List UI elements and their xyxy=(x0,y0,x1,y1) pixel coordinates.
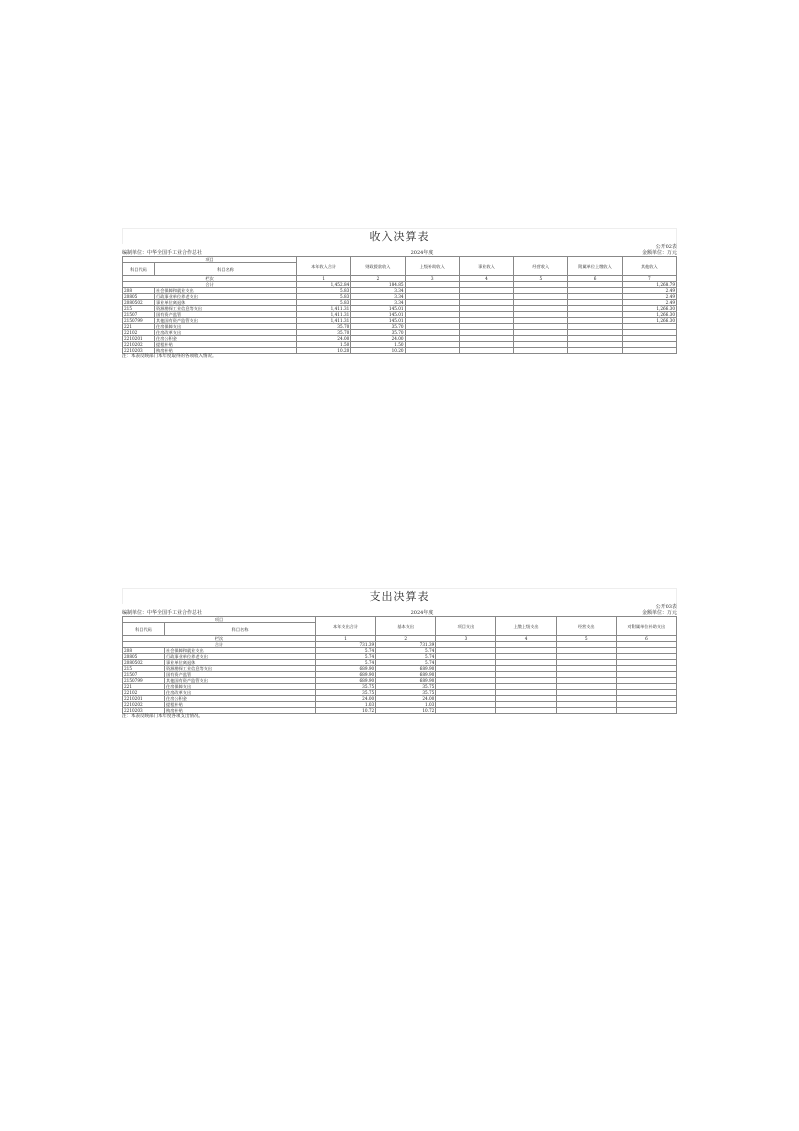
subject-code: 221 xyxy=(123,684,165,690)
value-cell: 3.34 xyxy=(351,300,405,306)
value-cell: 35.70 xyxy=(351,324,405,330)
income-lanci: 栏次 xyxy=(123,276,297,282)
expense-lanci: 栏次 xyxy=(123,636,316,642)
value-cell xyxy=(496,708,556,714)
value-cell: 5.74 xyxy=(376,648,436,654)
expense-col-header: 上缴上级支出 xyxy=(496,617,556,636)
expense-code-header: 科目代码 xyxy=(123,623,165,636)
value-cell: 145.01 xyxy=(351,306,405,312)
subject-name: 住房公积金 xyxy=(165,696,316,702)
income-col-num: 2 xyxy=(351,276,405,282)
value-cell: 10.72 xyxy=(316,708,376,714)
value-cell: 10.72 xyxy=(376,708,436,714)
expense-form-no: 公开03表 xyxy=(655,604,677,610)
value-cell: 24.00 xyxy=(316,696,376,702)
income-year: 2024年度 xyxy=(410,250,434,256)
expense-col-header: 项目支出 xyxy=(436,617,496,636)
subject-code: 22102 xyxy=(123,690,165,696)
subject-name: 社会保障和就业支出 xyxy=(165,648,316,654)
subject-code: 21507 xyxy=(123,312,155,318)
subject-code: 2210201 xyxy=(123,696,165,702)
subject-code: 2210203 xyxy=(123,348,155,354)
value-cell: 5.74 xyxy=(376,654,436,660)
income-unit-label: 编制单位：中华全国手工业合作总社 xyxy=(122,250,203,256)
expense-project-header: 项目 xyxy=(123,617,316,623)
subject-name: 提租补贴 xyxy=(165,702,316,708)
value-cell xyxy=(514,348,568,354)
expense-meta-row xyxy=(122,610,677,616)
value-cell: 5.74 xyxy=(316,648,376,654)
income-name-header: 科目名称 xyxy=(155,263,297,276)
subject-code: 215 xyxy=(123,306,155,312)
value-cell xyxy=(616,708,676,714)
expense-col-num: 4 xyxy=(496,636,556,642)
expense-unit-label: 编制单位：中华全国手工业合作总社 xyxy=(122,610,203,616)
value-cell: 1,266.30 xyxy=(622,318,676,324)
value-cell: 2.49 xyxy=(622,294,676,300)
expense-total-label: 合计 xyxy=(123,642,316,648)
expense-col-num: 2 xyxy=(376,636,436,642)
subject-code: 2080502 xyxy=(123,300,155,306)
income-total-label: 合计 xyxy=(123,282,297,288)
expense-col-header: 本年支出合计 xyxy=(316,617,376,636)
expense-year: 2024年度 xyxy=(410,610,434,616)
expense-total-cell: 731.39 xyxy=(376,642,436,648)
value-cell xyxy=(556,708,616,714)
value-cell: 1,411.31 xyxy=(297,306,351,312)
subject-code: 2150799 xyxy=(123,678,165,684)
value-cell: 24.00 xyxy=(351,336,405,342)
value-cell: 24.00 xyxy=(376,696,436,702)
expense-statement xyxy=(122,588,677,720)
subject-code: 2210202 xyxy=(123,342,155,348)
subject-code: 2080502 xyxy=(123,660,165,666)
subject-name: 资源勘探工业信息等支出 xyxy=(155,306,297,312)
value-cell: 689.90 xyxy=(316,666,376,672)
income-col-header: 本年收入合计 xyxy=(297,257,351,276)
income-col-header: 经营收入 xyxy=(514,257,568,276)
subject-code: 20805 xyxy=(123,294,155,300)
subject-name: 行政事业单位养老支出 xyxy=(155,294,297,300)
subject-name: 住房公积金 xyxy=(155,336,297,342)
income-note: 注：本表反映部门本年度取得的各项收入情况。 xyxy=(122,354,217,359)
expense-table xyxy=(122,616,677,714)
subject-code: 20805 xyxy=(123,654,165,660)
value-cell xyxy=(436,708,496,714)
value-cell: 689.90 xyxy=(376,678,436,684)
subject-name: 资源勘探工业信息等支出 xyxy=(165,666,316,672)
value-cell: 3.34 xyxy=(351,294,405,300)
income-col-header: 上级补助收入 xyxy=(405,257,459,276)
value-cell: 5.83 xyxy=(297,288,351,294)
value-cell: 2.49 xyxy=(622,300,676,306)
subject-code: 208 xyxy=(123,288,155,294)
income-col-header: 事业收入 xyxy=(459,257,513,276)
value-cell: 35.75 xyxy=(316,684,376,690)
expense-col-num: 3 xyxy=(436,636,496,642)
value-cell: 1.03 xyxy=(316,702,376,708)
expense-col-header: 经营支出 xyxy=(556,617,616,636)
value-cell: 5.74 xyxy=(316,654,376,660)
income-col-num: 7 xyxy=(622,276,676,282)
subject-name: 住房改革支出 xyxy=(165,690,316,696)
subject-name: 国有资产监管 xyxy=(155,312,297,318)
value-cell: 1.03 xyxy=(376,702,436,708)
value-cell: 35.75 xyxy=(376,690,436,696)
value-cell: 35.70 xyxy=(297,324,351,330)
subject-name: 购房补贴 xyxy=(165,708,316,714)
income-col-num: 6 xyxy=(568,276,622,282)
value-cell: 2.49 xyxy=(622,288,676,294)
income-col-header: 其他收入 xyxy=(622,257,676,276)
subject-code: 208 xyxy=(123,648,165,654)
subject-name: 事业单位离退休 xyxy=(155,300,297,306)
value-cell: 689.90 xyxy=(316,672,376,678)
subject-code: 2150799 xyxy=(123,318,155,324)
value-cell: 145.01 xyxy=(351,312,405,318)
table-row xyxy=(123,348,677,354)
value-cell: 689.90 xyxy=(316,678,376,684)
income-col-header: 附属单位上缴收入 xyxy=(568,257,622,276)
expense-amount-unit: 金额单位：万元 xyxy=(641,610,677,616)
subject-name: 住房改革支出 xyxy=(155,330,297,336)
income-statement xyxy=(122,228,677,360)
value-cell: 10.20 xyxy=(297,348,351,354)
value-cell: 3.34 xyxy=(351,288,405,294)
value-cell: 5.83 xyxy=(297,294,351,300)
expense-table-body xyxy=(123,617,677,714)
expense-col-num: 1 xyxy=(316,636,376,642)
value-cell xyxy=(459,348,513,354)
value-cell: 35.75 xyxy=(316,690,376,696)
subject-name: 住房保障支出 xyxy=(165,684,316,690)
value-cell: 1,266.30 xyxy=(622,312,676,318)
value-cell: 35.70 xyxy=(351,330,405,336)
subject-name: 行政事业单位养老支出 xyxy=(165,654,316,660)
value-cell: 1.50 xyxy=(297,342,351,348)
income-table xyxy=(122,256,677,354)
income-title: 收入决算表 xyxy=(122,228,677,244)
income-form-no: 公开02表 xyxy=(655,244,677,250)
subject-name: 其他国有资产监管支出 xyxy=(155,318,297,324)
value-cell: 35.75 xyxy=(376,684,436,690)
value-cell: 10.20 xyxy=(351,348,405,354)
subject-code: 21507 xyxy=(123,672,165,678)
value-cell: 24.00 xyxy=(297,336,351,342)
value-cell: 1,411.31 xyxy=(297,312,351,318)
income-col-num: 1 xyxy=(297,276,351,282)
value-cell xyxy=(405,348,459,354)
income-total-cell: 1,452.84 xyxy=(297,282,351,288)
subject-name: 国有资产监管 xyxy=(165,672,316,678)
value-cell: 1.50 xyxy=(351,342,405,348)
expense-col-header: 基本支出 xyxy=(376,617,436,636)
income-col-num: 3 xyxy=(405,276,459,282)
expense-name-header: 科目名称 xyxy=(165,623,316,636)
subject-name: 社会保障和就业支出 xyxy=(155,288,297,294)
value-cell: 5.74 xyxy=(316,660,376,666)
expense-col-num: 5 xyxy=(556,636,616,642)
subject-name: 购房补贴 xyxy=(155,348,297,354)
expense-title: 支出决算表 xyxy=(122,588,677,604)
subject-code: 2210201 xyxy=(123,336,155,342)
income-project-header: 项目 xyxy=(123,257,297,263)
value-cell: 35.70 xyxy=(297,330,351,336)
subject-code: 22102 xyxy=(123,330,155,336)
value-cell: 689.90 xyxy=(376,672,436,678)
income-total-cell: 184.85 xyxy=(351,282,405,288)
income-amount-unit: 金额单位：万元 xyxy=(641,250,677,256)
subject-name: 提租补贴 xyxy=(155,342,297,348)
value-cell: 689.90 xyxy=(376,666,436,672)
expense-col-num: 6 xyxy=(616,636,676,642)
expense-col-header: 对附属单位补助支出 xyxy=(616,617,676,636)
subject-name: 住房保障支出 xyxy=(155,324,297,330)
income-col-num: 5 xyxy=(514,276,568,282)
table-row xyxy=(123,708,677,714)
income-table-body xyxy=(123,257,677,354)
value-cell xyxy=(622,348,676,354)
income-total-cell: 1,268.79 xyxy=(622,282,676,288)
income-col-num: 4 xyxy=(459,276,513,282)
value-cell: 1,266.30 xyxy=(622,306,676,312)
expense-note: 注：本表反映部门本年度各项支出情况。 xyxy=(122,714,203,719)
expense-total-cell: 731.39 xyxy=(316,642,376,648)
income-code-header: 科目代码 xyxy=(123,263,155,276)
value-cell: 5.83 xyxy=(297,300,351,306)
subject-name: 其他国有资产监管支出 xyxy=(165,678,316,684)
subject-code: 221 xyxy=(123,324,155,330)
value-cell: 1,411.31 xyxy=(297,318,351,324)
subject-name: 事业单位离退休 xyxy=(165,660,316,666)
value-cell: 145.01 xyxy=(351,318,405,324)
subject-code: 215 xyxy=(123,666,165,672)
subject-code: 2210203 xyxy=(123,708,165,714)
subject-code: 2210202 xyxy=(123,702,165,708)
value-cell: 5.74 xyxy=(376,660,436,666)
value-cell xyxy=(568,348,622,354)
income-col-header: 财政拨款收入 xyxy=(351,257,405,276)
income-meta-row xyxy=(122,250,677,256)
